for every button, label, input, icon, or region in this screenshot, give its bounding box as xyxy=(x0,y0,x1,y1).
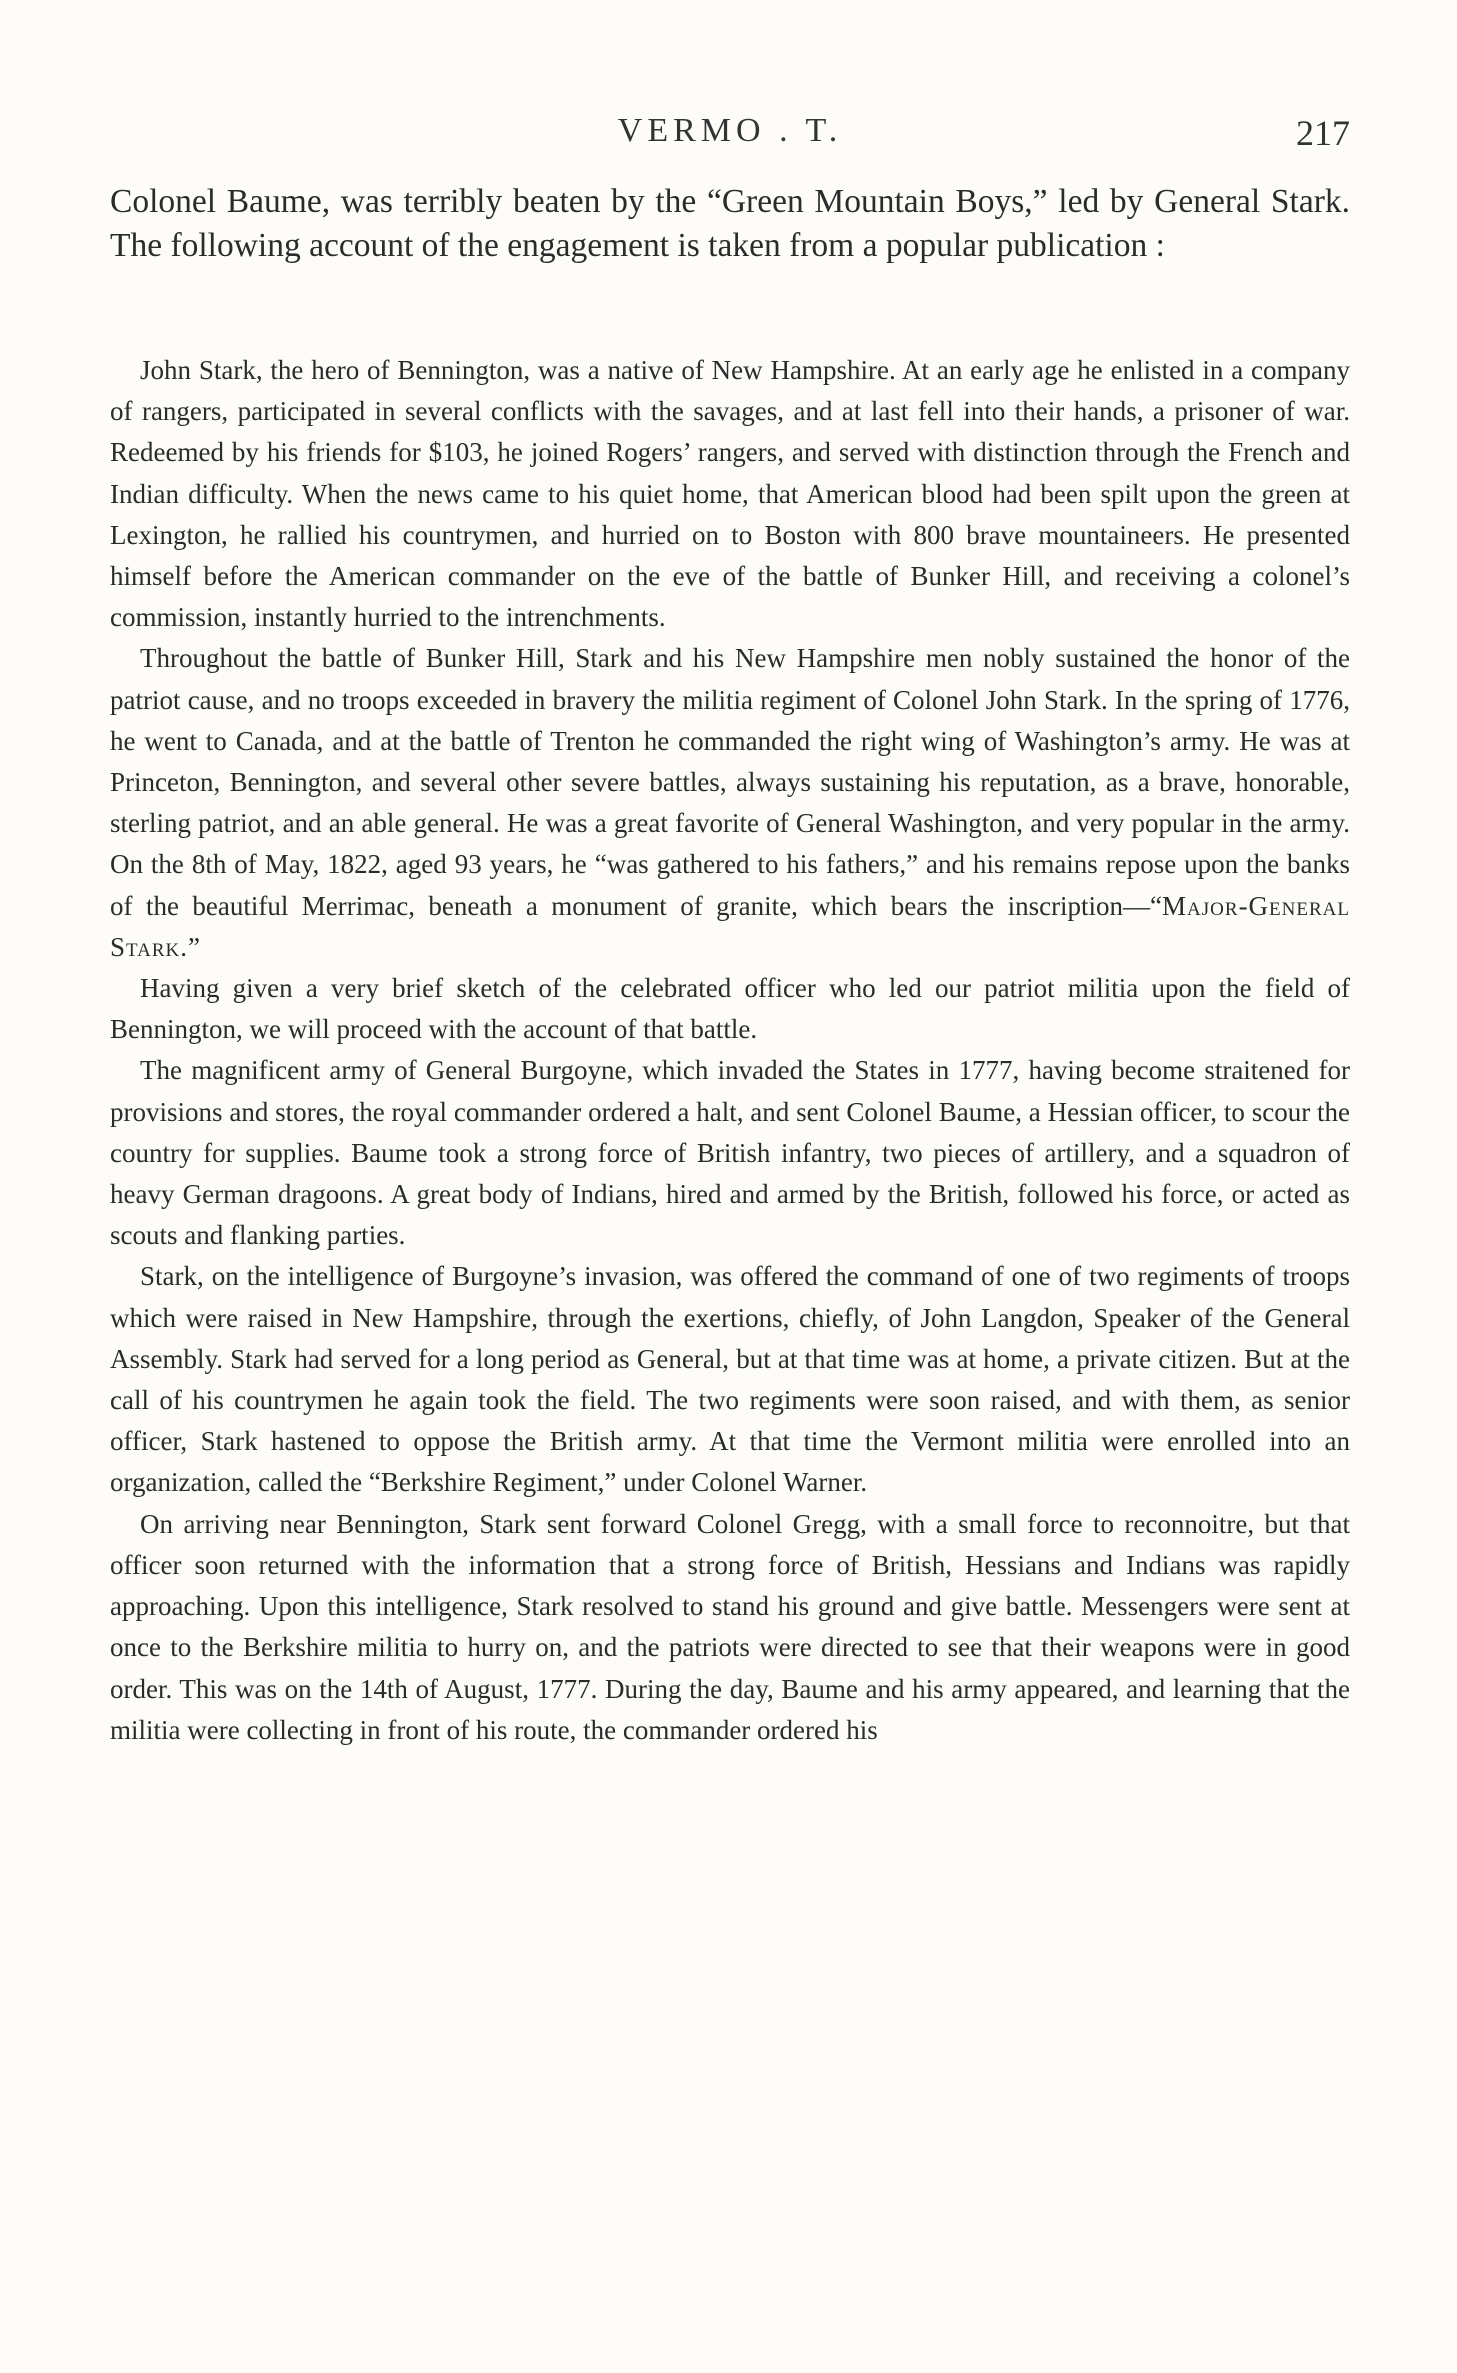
paragraph-burgoyne-army: The magnificent army of General Burgoyne, which invaded the States in 1777, having become straitened for provisions and stores, the royal commander ordered a halt, and sent Colonel Baume, a Hessian officer, to scour the country for supplies. Baume took a strong force of British infantry, two pieces of artillery, and a squadron of heavy German dragoons. A great body of Indians, hired and armed by the British, followed his force, or acted as scouts and flanking parties. xyxy=(110,1055,1350,1251)
running-head xyxy=(110,112,1350,152)
page-number: 217 xyxy=(1296,113,1350,153)
paragraph-regiments: Stark, on the intelligence of Burgoyne’s invasion, was offered the command of one of two regiments of troops which were raised in New Hampshire, through the exertions, chiefly, of John Langdon, Speaker of the General Assembly. Stark had served for a long period as General, but at that time was at home, a private citizen. But at the call of his countrymen he again took the field. The two regiments were soon raised, and with them, as senior officer, Stark hastened to oppose the British army. At that time the Vermont militia were enrolled into an organization, called the “Berkshire Regiment,” under Colonel Warner. xyxy=(110,1261,1350,1498)
inscription-close-quote: ” xyxy=(187,931,200,962)
intro-paragraph: Colonel Baume, was terribly beaten by the “Green Mountain Boys,” led by General Stark. The following account of the engagement is taken from a popular publication : xyxy=(110,183,1350,264)
paragraph-stark-biography: John Stark, the hero of Bennington, was a native of New Hampshire. At an early age he enlisted in a company of rangers, participated in several conflicts with the savages, and at last fell into their hands, a prisoner of war. Redeemed by his friends for $103, he joined Rogers’ rangers, and served with distinction through the French and Indian difficulty. When the news came to his quiet home, that American blood had been spilt upon the green at Lexington, he rallied his countrymen, and hurried on to Boston with 800 brave mountaineers. He presented himself before the American commander on the eve of the battle of Bunker Hill, and receiving a colonel’s commission, instantly hurried to the intrenchments. xyxy=(110,355,1350,633)
inscription-text: Major-General Stark. xyxy=(110,890,1350,962)
running-title: VERMO . T. xyxy=(617,112,843,149)
paragraph-sketch: Having given a very brief sketch of the celebrated officer who led our patriot militia upon the field of Bennington, we will proceed with the account of that battle. xyxy=(110,973,1350,1045)
paragraph-bennington-approach: On arriving near Bennington, Stark sent forward Colonel Gregg, with a small force to reconnoitre, but that officer soon returned with the information that a strong force of British, Hessians and Indians was rapidly approaching. Upon this intelligence, Stark resolved to stand his ground and give battle. Messengers were sent at once to the Berkshire militia to hurry on, and the patriots were directed to see that their weapons were in good order. This was on the 14th of August, 1777. During the day, Baume and his army appeared, and learning that the militia were collecting in front of his route, the commander ordered his xyxy=(110,1508,1350,1745)
quoted-account xyxy=(110,350,1350,1751)
paragraph-bunker-hill-text: Throughout the battle of Bunker Hill, Stark and his New Hampshire men nobly sustained the honor of the patriot cause, and no troops exceeded in bravery the militia regiment of Colonel John Stark. In the spring of 1776, he went to Canada, and at the battle of Trenton he commanded the right wing of Washington’s army. He was at Princeton, Bennington, and several other severe battles, always sustaining his reputation, as a brave, honorable, sterling patriot, and an able general. He was a great favorite of General Washington, and very popular in the army. On the 8th of May, 1822, aged 93 years, he “was gathered to his fathers,” and his remains repose upon the banks of the beautiful Merrimac, beneath a monument of granite, which bears the inscription—“ xyxy=(110,643,1350,921)
paragraph-bunker-hill xyxy=(110,638,1350,968)
